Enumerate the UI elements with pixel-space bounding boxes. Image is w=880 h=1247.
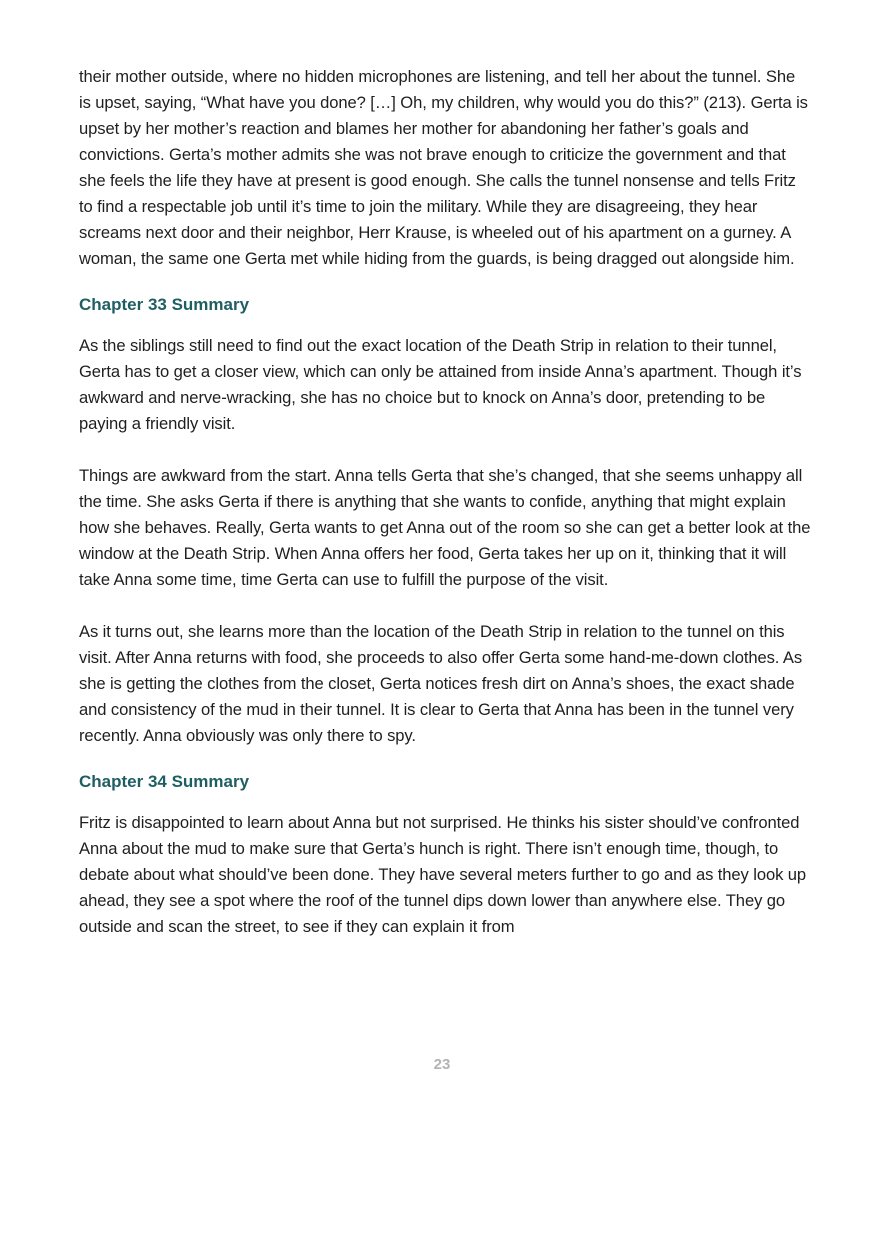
chapter-34-heading: Chapter 34 Summary	[79, 772, 250, 791]
page-number: 23	[433, 1056, 451, 1073]
chapter-33-heading: Chapter 33 Summary	[79, 295, 250, 314]
paragraph-intro: their mother outside, where no hidden microphones are listening, and tell her about the tunnel. She is upset, saying, “What have you done? […] Oh, my children, why would you do this?” (213). Gerta is upset by her mother’s reaction and blames her mother for abandoning her father’s goals and convictions. Gerta’s mother admits she was not brave enough to criticize the government and that she feels the life they have at present is good enough. She calls the tunnel nonsense and tells Fritz to find a respectable job until it’s time to join the military. While they are disagreeing, they hear screams next door and their neighbor, Herr Krause, is wheeled out of his apartment on a gurney. A woman, the same one Gerta met while hiding from the guards, is being dragged out alongside him.	[79, 67, 808, 268]
chapter-33-paragraph-1: As the siblings still need to find out the exact location of the Death Strip in relation to their tunnel, Gerta has to get a closer view, which can only be attained from inside Anna’s apartment. Though it’s awkward and nerve-wracking, she has no choice but to knock on Anna’s door, pretending to be paying a friendly visit.	[79, 336, 802, 433]
document-page	[79, 64, 811, 940]
chapter-33-paragraph-3: As it turns out, she learns more than the location of the Death Strip in relation to the tunnel on this visit. After Anna returns with food, she proceeds to also offer Gerta some hand-me-down clothes. As she is getting the clothes from the closet, Gerta notices fresh dirt on Anna’s shoes, the exact shade and consistency of the mud in their tunnel. It is clear to Gerta that Anna has been in the tunnel very recently. Anna obviously was only there to spy.	[79, 622, 803, 745]
chapter-34-paragraph-1: Fritz is disappointed to learn about Anna but not surprised. He thinks his sister should’ve confronted Anna about the mud to make sure that Gerta’s hunch is right. There isn’t enough time, though, to debate about what should’ve been done. They have several meters further to go and as they look up ahead, they see a spot where the roof of the tunnel dips down lower than anywhere else. They go outside and scan the street, to see if they can explain it from	[79, 813, 807, 936]
chapter-33-paragraph-2: Things are awkward from the start. Anna tells Gerta that she’s changed, that she seems unhappy all the time. She asks Gerta if there is anything that she wants to confide, anything that might explain how she behaves. Really, Gerta wants to get Anna out of the room so she can get a better look at the window at the Death Strip. When Anna offers her food, Gerta takes her up on it, thinking that it will take Anna some time, time Gerta can use to fulfill the purpose of the visit.	[79, 466, 811, 589]
